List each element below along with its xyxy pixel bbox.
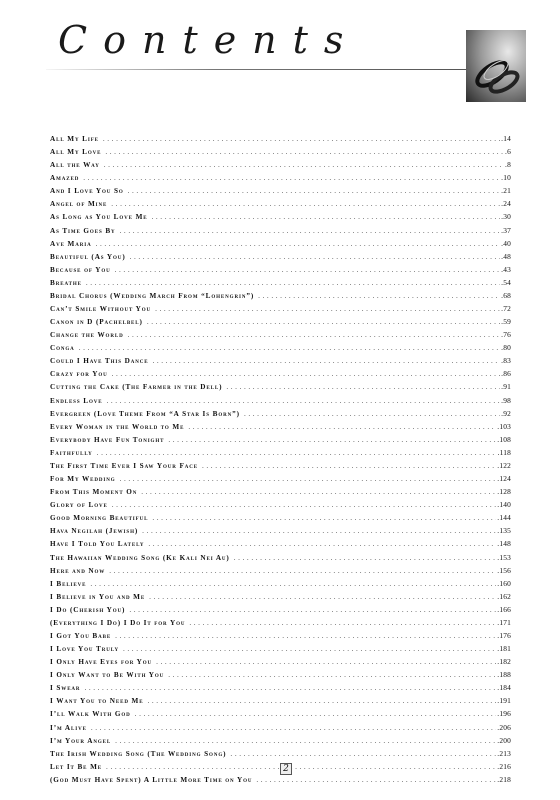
- toc-entry-page: .76: [501, 330, 511, 340]
- toc-entry: [50, 433, 511, 446]
- toc-entry: [50, 707, 511, 720]
- toc-entry-page: .160: [497, 578, 511, 588]
- toc-entry-title: Could I Have This Dance: [50, 357, 149, 366]
- toc-entry-title: I Only Want to Be With You: [50, 671, 165, 680]
- toc-entry: [50, 734, 511, 747]
- toc-entry: [50, 616, 511, 629]
- dot-leader: [103, 133, 500, 146]
- dot-leader: [188, 421, 496, 434]
- toc-entry-page: .91: [501, 382, 511, 392]
- toc-entry-page: .188: [497, 670, 511, 680]
- toc-entry-page: .176: [497, 630, 511, 640]
- toc-entry: [50, 158, 511, 171]
- toc-entry: [50, 380, 511, 393]
- toc-entry-title: (God Must Have Spent) A Little More Time on You: [50, 775, 253, 784]
- toc-entry-page: .200: [497, 735, 511, 745]
- dot-leader: [230, 748, 496, 761]
- dot-leader: [258, 290, 500, 303]
- dot-leader: [234, 552, 497, 565]
- toc-entry-title: The First Time Ever I Saw Your Face: [50, 461, 199, 470]
- dot-leader: [168, 669, 496, 682]
- toc-entry-title: The Irish Wedding Song (The Wedding Song): [50, 749, 227, 758]
- dot-leader: [86, 277, 500, 290]
- toc-entry: [50, 367, 511, 380]
- dot-leader: [79, 342, 500, 355]
- toc-entry-title: I’m Alive: [50, 723, 87, 732]
- toc-entry-title: Amazed: [50, 174, 80, 183]
- wedding-rings-photo: [466, 30, 526, 102]
- toc-entry-page: .122: [497, 460, 511, 470]
- dot-leader: [141, 486, 496, 499]
- dot-leader: [168, 434, 496, 447]
- dot-leader: [147, 695, 496, 708]
- toc-entry: [50, 590, 511, 603]
- toc-entry-page: .86: [501, 369, 511, 379]
- toc-entry: [50, 302, 511, 315]
- toc-entry: [50, 197, 511, 210]
- title-underline: [46, 69, 466, 70]
- toc-entry-title: Everybody Have Fun Tonight: [50, 435, 165, 444]
- dot-leader: [155, 303, 500, 316]
- toc-entry: [50, 642, 511, 655]
- toc-entry-title: I Love You Truly: [50, 645, 120, 654]
- toc-entry-page: .162: [497, 591, 511, 601]
- dot-leader: [148, 538, 496, 551]
- dot-leader: [130, 251, 501, 264]
- toc-entry-title: Evergreen (Love Theme From “A Star Is Born”): [50, 409, 240, 418]
- toc-entry: [50, 394, 511, 407]
- toc-entry-title: Ave Maria: [50, 239, 92, 248]
- toc-entry: [50, 263, 511, 276]
- toc-entry-page: .30: [501, 212, 511, 222]
- toc-entry: [50, 171, 511, 184]
- toc-entry-title: I Want You to Need Me: [50, 697, 144, 706]
- dot-leader: [156, 656, 496, 669]
- rings-icon: [466, 30, 526, 102]
- toc-entry-title: For My Wedding: [50, 475, 116, 484]
- toc-entry-page: .43: [501, 264, 511, 274]
- toc-entry-page: .14: [501, 134, 511, 143]
- toc-entry-page: .54: [501, 277, 511, 287]
- toc-entry: [50, 577, 511, 590]
- toc-entry: [50, 655, 511, 668]
- dot-leader: [96, 238, 501, 251]
- dot-leader: [152, 211, 501, 224]
- dot-leader: [115, 630, 496, 643]
- dot-leader: [152, 355, 500, 368]
- toc-entry: [50, 132, 511, 145]
- toc-entry-title: Cutting the Cake (The Farmer in the Dell): [50, 383, 223, 392]
- toc-entry-title: The Hawaiian Wedding Song (Ke Kali Nei Au): [50, 553, 230, 562]
- toc-entry: [50, 537, 511, 550]
- toc-entry-title: Change the World: [50, 331, 124, 340]
- dot-leader: [83, 172, 500, 185]
- toc-entry-title: All the Way: [50, 161, 100, 170]
- toc-entry: [50, 145, 511, 158]
- toc-entry-title: Endless Love: [50, 396, 103, 405]
- toc-entry: [50, 459, 511, 472]
- toc-entry: [50, 420, 511, 433]
- dot-leader: [106, 761, 496, 774]
- toc-entry: [50, 524, 511, 537]
- toc-entry-page: .213: [497, 748, 511, 758]
- toc-entry-title: Good Morning Beautiful: [50, 514, 149, 523]
- toc-entry-title: All My Life: [50, 135, 99, 143]
- toc-entry-page: .92: [501, 408, 511, 418]
- dot-leader: [112, 499, 497, 512]
- dot-leader: [120, 225, 501, 238]
- toc-entry-title: (Everything I Do) I Do It for You: [50, 618, 186, 627]
- dot-leader: [123, 643, 496, 656]
- toc-entry-page: .59: [501, 317, 511, 327]
- toc-entry-title: Bridal Chorus (Wedding March From “Lohengrin”): [50, 291, 255, 300]
- dot-leader: [120, 473, 497, 486]
- toc-entry-page: .108: [497, 434, 511, 444]
- dot-leader: [152, 512, 496, 525]
- toc-entry: [50, 564, 511, 577]
- toc-entry: [50, 472, 511, 485]
- toc-entry-page: .118: [497, 447, 511, 457]
- toc-entry-page: .148: [497, 539, 511, 549]
- toc-entry-title: Here and Now: [50, 566, 106, 575]
- toc-entry-title: Crazy for You: [50, 370, 108, 379]
- toc-entry-title: I’ll Walk With God: [50, 710, 131, 719]
- toc-entry-page: .80: [501, 343, 511, 353]
- toc-entry: [50, 551, 511, 564]
- dot-leader: [105, 146, 504, 159]
- toc-entry-title: I Only Have Eyes for You: [50, 658, 153, 667]
- toc-entry-title: I Got You Babe: [50, 631, 112, 640]
- toc-entry: [50, 315, 511, 328]
- toc-entry-title: Angel of Mine: [50, 200, 108, 209]
- dot-leader: [226, 381, 500, 394]
- toc-entry-page: .37: [501, 225, 511, 235]
- page-title: Contents: [58, 18, 360, 62]
- toc-entry: [50, 289, 511, 302]
- contents-list: [50, 132, 511, 786]
- toc-entry: [50, 446, 511, 459]
- toc-entry-title: All My Love: [50, 148, 102, 157]
- dot-leader: [135, 708, 497, 721]
- dot-leader: [109, 565, 496, 578]
- toc-entry-title: As Time Goes By: [50, 226, 116, 235]
- toc-entry-page: .216: [497, 761, 511, 771]
- toc-entry: [50, 224, 511, 237]
- toc-entry-title: I Believe: [50, 579, 87, 588]
- dot-leader: [97, 447, 497, 460]
- dot-leader: [202, 460, 496, 473]
- toc-entry: [50, 721, 511, 734]
- toc-entry: [50, 407, 511, 420]
- toc-entry-title: Have I Told You Lately: [50, 540, 145, 549]
- toc-entry-title: And I Love You So: [50, 187, 124, 196]
- toc-entry-page: .6: [505, 147, 511, 157]
- toc-entry-title: I’m Your Angel: [50, 736, 112, 745]
- dot-leader: [104, 159, 504, 172]
- toc-entry-page: .196: [497, 709, 511, 719]
- dot-leader: [129, 604, 496, 617]
- dot-leader: [106, 395, 500, 408]
- toc-entry-title: Every Woman in the World to Me: [50, 422, 185, 431]
- toc-entry-page: .184: [497, 683, 511, 693]
- toc-entry: [50, 694, 511, 707]
- toc-entry-title: Hava Negilah (Jewish): [50, 527, 139, 536]
- toc-entry-page: .83: [501, 356, 511, 366]
- toc-entry: [50, 511, 511, 524]
- toc-entry-page: .166: [497, 604, 511, 614]
- dot-leader: [128, 329, 501, 342]
- toc-entry: [50, 603, 511, 616]
- toc-entry-title: Beautiful (As You): [50, 252, 126, 261]
- toc-entry: [50, 210, 511, 223]
- toc-entry-page: .8: [505, 160, 511, 170]
- toc-entry-page: .48: [501, 251, 511, 261]
- toc-entry: [50, 485, 511, 498]
- toc-entry-title: I Swear: [50, 684, 81, 693]
- toc-entry: [50, 747, 511, 760]
- dot-leader: [256, 774, 496, 787]
- toc-entry-page: .124: [497, 474, 511, 484]
- toc-entry-page: .98: [501, 395, 511, 405]
- toc-entry: [50, 276, 511, 289]
- dot-leader: [112, 368, 501, 381]
- toc-entry-page: .182: [497, 657, 511, 667]
- toc-entry-page: .24: [501, 199, 511, 209]
- dot-leader: [142, 525, 496, 538]
- dot-leader: [84, 682, 496, 695]
- toc-entry-title: From This Moment On: [50, 488, 138, 497]
- toc-entry-title: I Believe in You and Me: [50, 592, 146, 601]
- toc-entry: [50, 354, 511, 367]
- page-number: 2: [280, 763, 292, 775]
- toc-entry: [50, 184, 511, 197]
- toc-entry-page: .128: [497, 487, 511, 497]
- toc-entry-page: .171: [497, 617, 511, 627]
- dot-leader: [128, 185, 501, 198]
- toc-entry-title: Breathe: [50, 278, 82, 287]
- dot-leader: [90, 578, 496, 591]
- toc-entry: [50, 681, 511, 694]
- toc-entry-page: .191: [497, 696, 511, 706]
- toc-entry-page: .181: [497, 644, 511, 654]
- toc-entry: [50, 668, 511, 681]
- toc-entry-title: Let It Be Me: [50, 762, 103, 771]
- toc-entry: [50, 328, 511, 341]
- toc-entry-title: Conga: [50, 344, 75, 353]
- toc-entry: [50, 250, 511, 263]
- toc-entry-title: Can’t Smile Without You: [50, 305, 152, 314]
- toc-entry-title: Glory of Love: [50, 501, 108, 510]
- toc-entry: [50, 237, 511, 250]
- toc-entry-page: .10: [501, 173, 511, 183]
- toc-entry: [50, 629, 511, 642]
- toc-entry-page: .68: [501, 290, 511, 300]
- dot-leader: [189, 617, 496, 630]
- toc-entry: [50, 498, 511, 511]
- toc-entry-title: Because of You: [50, 265, 111, 274]
- toc-entry-page: .218: [497, 774, 511, 784]
- toc-entry-title: Canon in D (Pachelbel): [50, 318, 143, 327]
- toc-entry-page: .72: [501, 304, 511, 314]
- dot-leader: [149, 591, 496, 604]
- toc-entry-page: .156: [497, 565, 511, 575]
- dot-leader: [244, 408, 500, 421]
- dot-leader: [91, 722, 496, 735]
- toc-entry-page: .140: [497, 500, 511, 510]
- toc-entry-title: Faithfully: [50, 448, 93, 457]
- toc-entry-title: I Do (Cherish You): [50, 605, 126, 614]
- toc-entry: [50, 341, 511, 354]
- toc-entry-title: As Long as You Love Me: [50, 213, 148, 222]
- toc-entry-page: .40: [501, 238, 511, 248]
- dot-leader: [147, 316, 500, 329]
- toc-entry-page: .103: [497, 421, 511, 431]
- dot-leader: [111, 198, 500, 211]
- toc-entry-page: .21: [501, 186, 511, 196]
- toc-entry-page: .206: [497, 722, 511, 732]
- toc-entry-page: .135: [497, 526, 511, 536]
- toc-entry-page: .153: [497, 552, 511, 562]
- dot-leader: [115, 735, 496, 748]
- toc-entry-page: .144: [497, 513, 511, 523]
- dot-leader: [115, 264, 501, 277]
